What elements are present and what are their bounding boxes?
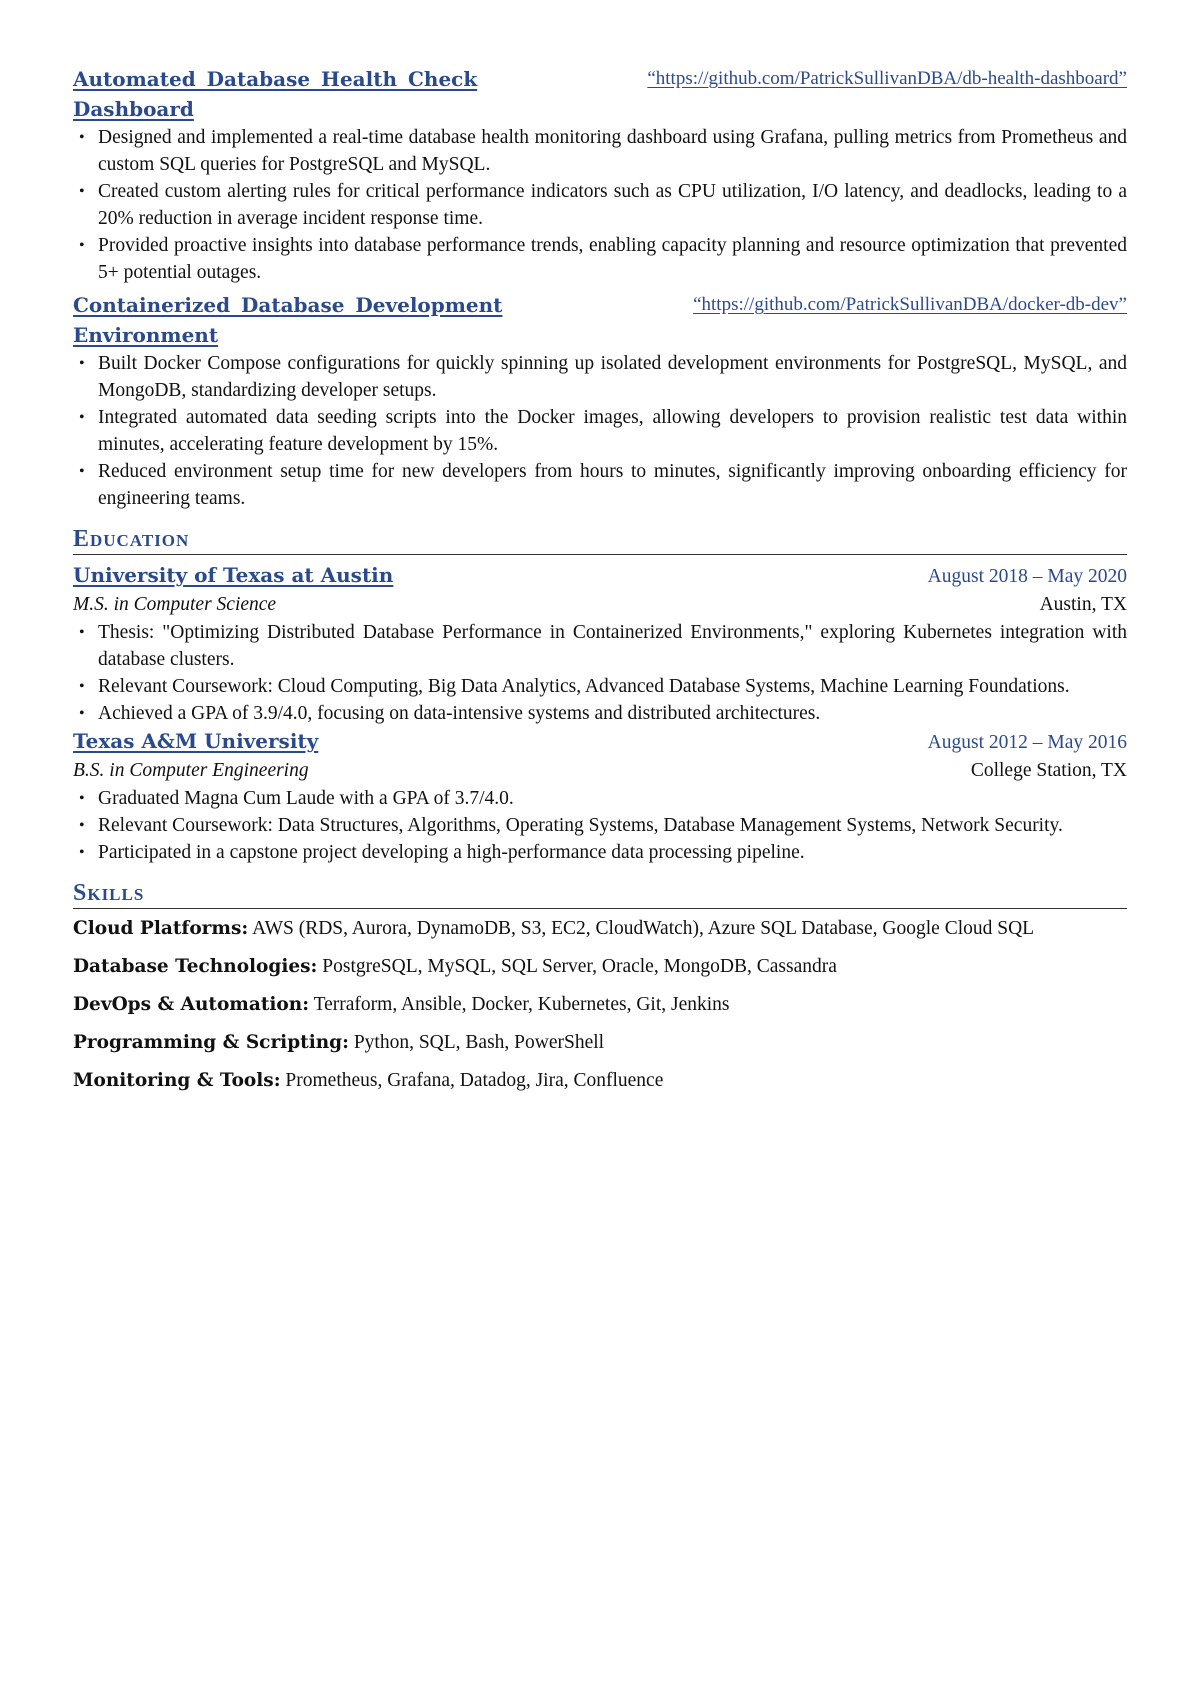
project-link[interactable]: “https://github.com/PatrickSullivanDBA/docker-db-dev” (693, 294, 1127, 315)
list-item: • Designed and implemented a real-time database health monitoring dashboard using Grafana, pulling metrics from Prometheus and custom SQL queries for PostgreSQL and MySQL. (73, 124, 1127, 178)
skill-value: Python, SQL, Bash, PowerShell (348, 1032, 605, 1053)
degree: M.S. in Computer Science (73, 594, 277, 615)
skill-label: Cloud Platforms: (73, 918, 249, 939)
skill-line-programming (73, 1029, 1127, 1056)
education-bullets (73, 619, 1127, 727)
skill-label: DevOps & Automation: (73, 994, 310, 1015)
list-item: • Built Docker Compose configurations for quickly spinning up isolated development environments for PostgreSQL, MySQL, and MongoDB, standardizing developer setups. (73, 350, 1127, 404)
project-link[interactable]: “https://github.com/PatrickSullivanDBA/db-health-dashboard” (647, 68, 1127, 89)
list-item: • Reduced environment setup time for new developers from hours to minutes, significantly improving onboarding efficiency for engineering teams. (73, 458, 1127, 512)
project-header (73, 64, 1127, 124)
project-title[interactable]: Containerized Database Development Environment (73, 293, 503, 347)
skill-value: PostgreSQL, MySQL, SQL Server, Oracle, MongoDB, Cassandra (317, 956, 837, 977)
skill-label: Monitoring & Tools: (73, 1070, 281, 1091)
list-item: • Graduated Magna Cum Laude with a GPA of 3.7/4.0. (73, 785, 1127, 812)
project-header (73, 290, 1127, 350)
skill-line-cloud (73, 915, 1127, 942)
skill-value: Prometheus, Grafana, Datadog, Jira, Confluence (280, 1070, 664, 1091)
project-title[interactable]: Automated Database Health Check Dashboard (73, 67, 478, 121)
education-row (73, 756, 1127, 785)
list-item: • Participated in a capstone project developing a high-performance data processing pipeline. (73, 839, 1127, 866)
section-title-skills: Skills (73, 878, 1127, 909)
education-location: Austin, TX (1039, 594, 1127, 615)
skill-value: AWS (RDS, Aurora, DynamoDB, S3, EC2, CloudWatch), Azure SQL Database, Google Cloud SQL (248, 918, 1035, 939)
list-item: • Relevant Coursework: Data Structures, Algorithms, Operating Systems, Database Management Systems, Network Security. (73, 812, 1127, 839)
skill-line-monitoring (73, 1067, 1127, 1094)
list-item: • Relevant Coursework: Cloud Computing, Big Data Analytics, Advanced Database Systems, Machine Learning Foundations. (73, 673, 1127, 700)
list-item: • Provided proactive insights into database performance trends, enabling capacity planning and resource optimization that prevented 5+ potential outages. (73, 232, 1127, 286)
education-entry-ut-austin (73, 561, 1127, 727)
education-dates: August 2018 – May 2020 (927, 566, 1127, 587)
education-row (73, 561, 1127, 590)
project-bullets (73, 350, 1127, 512)
skill-line-devops (73, 991, 1127, 1018)
skill-label: Database Technologies: (73, 956, 318, 977)
resume-page (73, 64, 1127, 1105)
education-location: College Station, TX (970, 760, 1127, 781)
education-row (73, 727, 1127, 756)
education-entry-texas-am (73, 727, 1127, 866)
section-title-education: Education (73, 524, 1127, 555)
skill-label: Programming & Scripting: (73, 1032, 349, 1053)
degree: B.S. in Computer Engineering (73, 760, 309, 781)
project-db-health-dashboard (73, 64, 1127, 286)
list-item: • Thesis: "Optimizing Distributed Database Performance in Containerized Environments," exploring Kubernetes integration with database clusters. (73, 619, 1127, 673)
project-docker-db-dev (73, 290, 1127, 512)
skill-value: Terraform, Ansible, Docker, Kubernetes, Git, Jenkins (309, 994, 730, 1015)
education-dates: August 2012 – May 2016 (927, 732, 1127, 753)
list-item: • Created custom alerting rules for critical performance indicators such as CPU utilization, I/O latency, and deadlocks, leading to a 20% reduction in average incident response time. (73, 178, 1127, 232)
project-bullets (73, 124, 1127, 286)
skill-line-databases (73, 953, 1127, 980)
school-name[interactable]: University of Texas at Austin (73, 563, 394, 587)
list-item: • Achieved a GPA of 3.9/4.0, focusing on data-intensive systems and distributed architectures. (73, 700, 1127, 727)
education-bullets (73, 785, 1127, 866)
education-row (73, 590, 1127, 619)
school-name[interactable]: Texas A&M University (73, 729, 319, 753)
list-item: • Integrated automated data seeding scripts into the Docker images, allowing developers to provision realistic test data within minutes, accelerating feature development by 15%. (73, 404, 1127, 458)
